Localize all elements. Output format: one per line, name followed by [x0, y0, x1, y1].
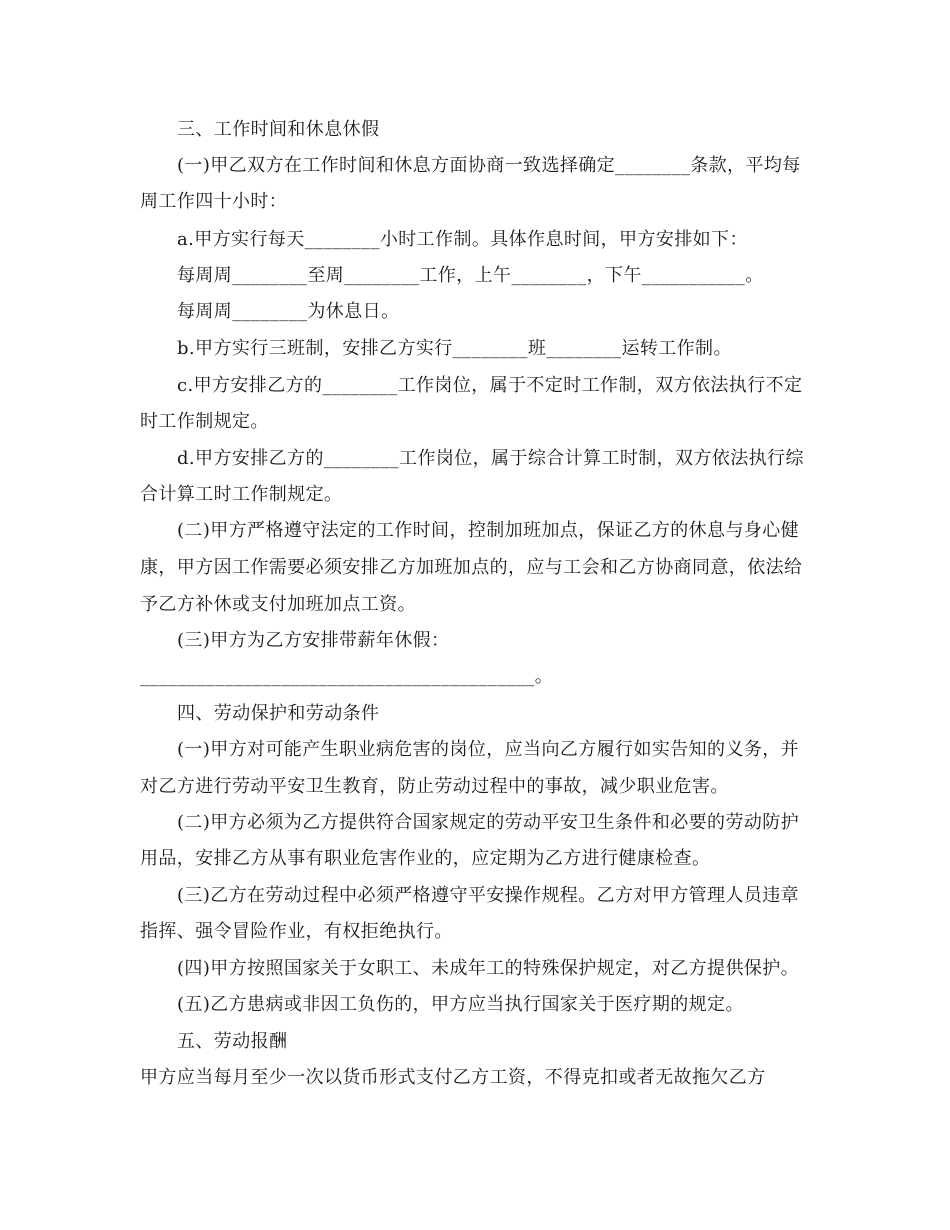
paragraph-line: a.甲方实行每天________小时工作制。具体作息时间，甲方安排如下： [177, 229, 748, 250]
paragraph-line: (三)甲方为乙方安排带薪年休假： [177, 630, 450, 651]
paragraph-line: (五)乙方患病或非因工负伤的，甲方应当执行国家关于医疗期的规定。 [177, 994, 744, 1015]
paragraph-line: b.甲方实行三班制，安排乙方实行________班________运转工作制。 [177, 338, 732, 359]
paragraph-line: 指挥、强令冒险作业，有权拒绝执行。 [140, 921, 453, 942]
paragraph-line: 予乙方补休或支付加班加点工资。 [140, 594, 416, 615]
paragraph-line: 每周周________为休息日。 [177, 301, 400, 322]
paragraph-line: d.甲方安排乙方的________工作岗位，属于综合计算工时制，双方依法执行综 [177, 448, 804, 469]
paragraph-line: 时工作制规定。 [140, 411, 269, 432]
paragraph-line: 对乙方进行劳动平安卫生教育，防止劳动过程中的事故，减少职业危害。 [140, 776, 729, 797]
paragraph-line: (二)甲方严格遵守法定的工作时间，控制加班加点，保证乙方的休息与身心健 [177, 520, 800, 541]
paragraph-line: (一)甲乙双方在工作时间和休息方面协商一致选择确定________条款，平均每 [177, 155, 801, 176]
paragraph-line: 每周周________至周________工作，上午________，下午___________。 [177, 265, 764, 286]
section-heading: 五、劳动报酬 [177, 1031, 288, 1052]
paragraph-line: (三)乙方在劳动过程中必须严格遵守平安操作规程。乙方对甲方管理人员违章 [177, 885, 800, 906]
paragraph-line: 康，甲方因工作需要必须安排乙方加班加点的，应与工会和乙方协商同意，依法给 [140, 557, 803, 578]
paragraph-line: (四)甲方按照国家关于女职工、未成年工的特殊保护规定，对乙方提供保护。 [177, 958, 800, 979]
paragraph-line: c.甲方安排乙方的________工作岗位，属于不定时工作制，双方依法执行不定 [177, 375, 803, 396]
section-heading: 四、劳动保护和劳动条件 [177, 703, 380, 724]
section-heading: 三、工作时间和休息休假 [177, 119, 380, 140]
paragraph-line: (一)甲方对可能产生职业病危害的岗位，应当向乙方履行如实告知的义务，并 [177, 739, 800, 760]
paragraph-line: (二)甲方必须为乙方提供符合国家规定的劳动平安卫生条件和必要的劳动防护 [177, 812, 800, 833]
paragraph-line: 甲方应当每月至少一次以货币形式支付乙方工资，不得克扣或者无故拖欠乙方 [140, 1067, 766, 1088]
paragraph-line: 合计算工时工作制规定。 [140, 484, 343, 505]
paragraph-line: 用品，安排乙方从事有职业危害作业的，应定期为乙方进行健康检查。 [140, 848, 711, 869]
blank-fill-line: __________________________________________。 [140, 666, 554, 687]
paragraph-line: 周工作四十小时： [140, 191, 288, 212]
